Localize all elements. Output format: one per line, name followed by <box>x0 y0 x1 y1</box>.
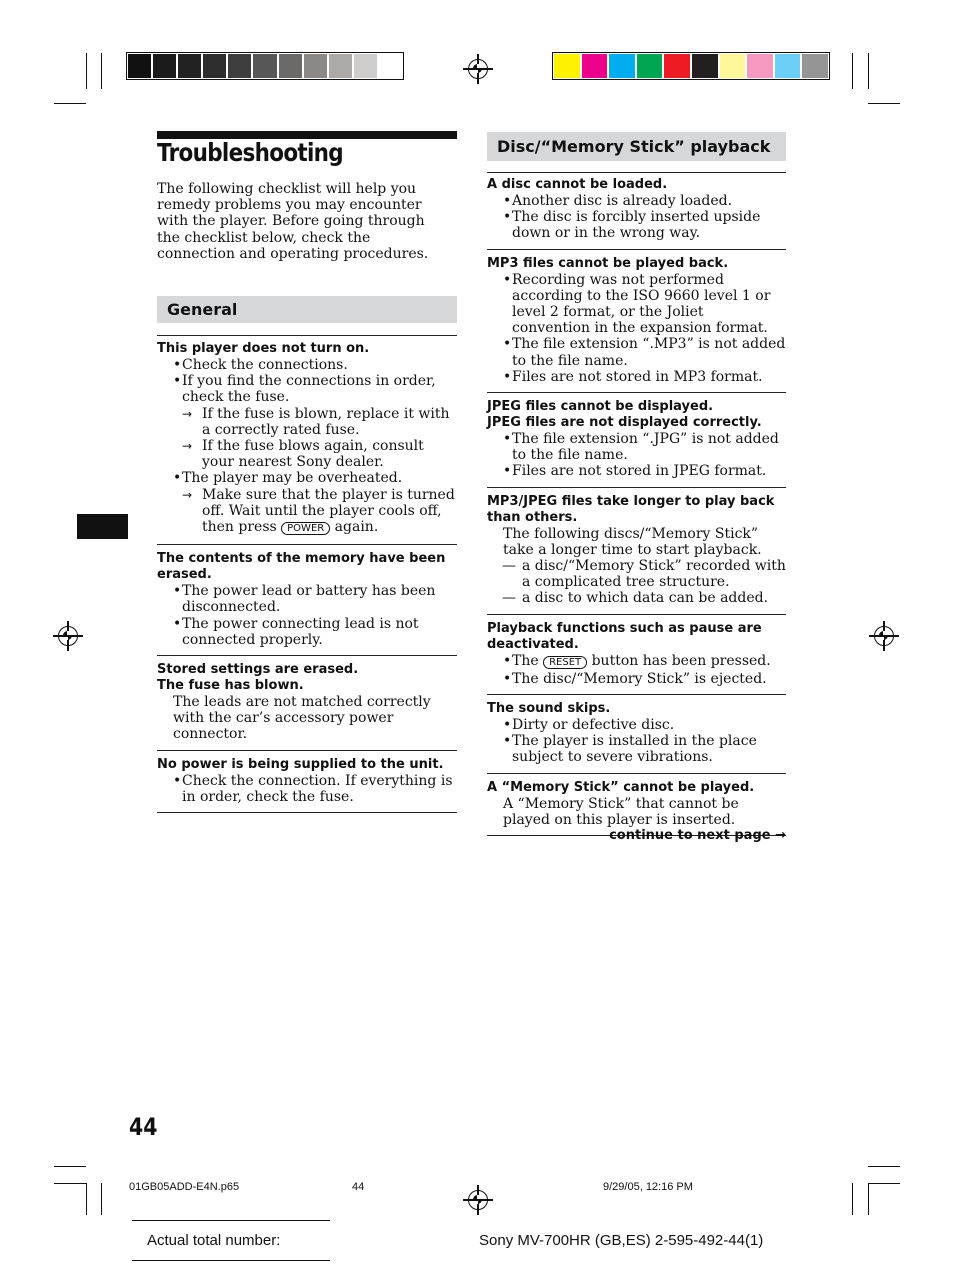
color-swatch <box>582 54 608 78</box>
color-bar <box>552 52 830 80</box>
bullet-item: • The player may be overheated. <box>157 470 457 486</box>
color-swatch <box>178 54 201 78</box>
crop-mark <box>101 1183 102 1215</box>
color-swatch <box>354 54 377 78</box>
bullet-item: • Recording was not performed according to the ISO 9660 level 1 or level 2 format, or the Joliet convention in the expansion format. <box>487 272 786 337</box>
color-swatch <box>379 54 402 78</box>
bullet-item: • The disc is forcibly inserted upside down or in the wrong way. <box>487 209 786 241</box>
troubleshoot-item <box>487 774 786 836</box>
arrow-item: → If the fuse blows again, consult your nearest Sony dealer. <box>157 438 457 470</box>
power-key-label: POWER <box>281 522 330 535</box>
troubleshoot-item <box>157 751 457 813</box>
bullet-item: • The file extension “.JPG” is not added to the file name. <box>487 431 786 463</box>
troubleshoot-item <box>157 545 457 656</box>
troubleshoot-item <box>487 173 786 250</box>
dash-item: — a disc/“Memory Stick” recorded with a complicated tree structure. <box>487 558 786 590</box>
crop-mark <box>852 53 853 89</box>
troubleshoot-item <box>487 393 786 488</box>
crop-mark <box>101 53 102 89</box>
bullet-item: • The power connecting lead is not connected properly. <box>157 616 457 648</box>
crop-mark <box>868 103 900 104</box>
crop-mark <box>54 103 86 104</box>
page-number: 44 <box>129 1113 158 1141</box>
crop-mark <box>868 1183 869 1215</box>
intro-text: The following checklist will help you remedy problems you may encounter with the player. Before going through the checklist below, check the connection and operating procedures. <box>157 181 429 262</box>
bullet-item: • The power lead or battery has been disconnected. <box>157 583 457 615</box>
item-title: MP3 files cannot be played back. <box>487 255 729 271</box>
color-swatch <box>802 54 828 78</box>
troubleshoot-item <box>487 250 786 393</box>
troubleshoot-item <box>487 488 786 615</box>
item-text: The leads are not matched correctly with the car’s accessory power connector. <box>173 694 431 743</box>
bullet-item: • The file extension “.MP3” is not added to the file name. <box>487 336 786 368</box>
item-title: The fuse has blown. <box>157 678 304 694</box>
color-swatch <box>775 54 801 78</box>
color-swatch <box>203 54 226 78</box>
bullet-item: • Another disc is already loaded. <box>487 193 786 209</box>
gray-scale-bar <box>126 52 404 80</box>
registration-mark-icon <box>465 1187 491 1213</box>
item-title: JPEG files cannot be displayed. <box>487 399 714 415</box>
crop-mark <box>868 1166 900 1167</box>
side-tab <box>77 514 128 539</box>
arrow-item: → If the fuse is blown, replace it with a correctly rated fuse. <box>157 406 457 438</box>
item-title: MP3/JPEG files take longer to play back than others. <box>487 493 775 525</box>
crop-mark <box>852 1183 853 1215</box>
disc-heading: Disc/“Memory Stick” playback <box>487 132 786 161</box>
color-swatch <box>228 54 251 78</box>
bullet-item: • If you find the connections in order, check the fuse. <box>157 373 457 405</box>
arrow-text: Make sure that the player is turned off. Wait until the player cools off, then press <box>202 486 455 536</box>
footer-rule <box>132 1260 330 1261</box>
crop-mark <box>54 1183 86 1184</box>
bullet-item <box>487 653 786 671</box>
item-title: Stored settings are erased. <box>157 662 359 678</box>
bullet-item: • Check the connection. If everything is in order, check the fuse. <box>157 773 457 805</box>
bullet-item: • Check the connections. <box>157 357 457 373</box>
footer-page: 44 <box>352 1181 365 1193</box>
troubleshoot-item <box>487 695 786 774</box>
color-swatch <box>609 54 635 78</box>
color-swatch <box>128 54 151 78</box>
item-title: The sound skips. <box>487 701 611 717</box>
item-text: The following discs/“Memory Stick” take a longer time to start playback. <box>503 525 762 558</box>
footer-rule <box>132 1220 330 1221</box>
crop-mark <box>86 53 87 89</box>
item-title: JPEG files are not displayed correctly. <box>487 415 762 431</box>
reset-key-label: RESET <box>543 656 587 669</box>
color-swatch <box>304 54 327 78</box>
registration-mark-icon <box>465 56 491 82</box>
bullet-text: button has been pressed. <box>591 652 771 669</box>
disc-section <box>487 172 786 836</box>
dash-item: — a disc to which data can be added. <box>487 590 786 606</box>
color-swatch <box>153 54 176 78</box>
footer-actual-total: Actual total number: <box>147 1232 281 1249</box>
bullet-item: • The player is installed in the place subject to severe vibrations. <box>487 733 786 765</box>
item-title: The contents of the memory have been erased. <box>157 551 446 583</box>
general-section <box>157 335 457 813</box>
general-heading: General <box>157 296 457 323</box>
footer-model: Sony MV-700HR (GB,ES) 2-595-492-44(1) <box>479 1232 764 1249</box>
item-title: Playback functions such as pause are deactivated. <box>487 620 762 652</box>
color-swatch <box>720 54 746 78</box>
item-title: This player does not turn on. <box>157 341 370 356</box>
troubleshoot-item <box>487 615 786 695</box>
bullet-text: The <box>512 652 539 669</box>
item-title: A disc cannot be loaded. <box>487 177 668 192</box>
color-swatch <box>747 54 773 78</box>
item-text: A “Memory Stick” that cannot be played on this player is inserted. <box>503 795 739 828</box>
troubleshoot-item <box>157 336 457 545</box>
page-title: Troubleshooting <box>157 138 344 167</box>
crop-mark <box>86 1183 87 1215</box>
bullet-item: • Dirty or defective disc. <box>487 717 786 733</box>
footer-datetime: 9/29/05, 12:16 PM <box>603 1181 693 1193</box>
color-swatch <box>253 54 276 78</box>
registration-mark-icon <box>871 623 897 649</box>
item-title: No power is being supplied to the unit. <box>157 756 444 772</box>
arrow-text: again. <box>334 519 379 536</box>
registration-mark-icon <box>55 623 81 649</box>
color-swatch <box>637 54 663 78</box>
color-swatch <box>329 54 352 78</box>
color-swatch <box>279 54 302 78</box>
bullet-item: • Files are not stored in JPEG format. <box>487 463 786 479</box>
crop-mark <box>54 1166 86 1167</box>
bullet-item: • Files are not stored in MP3 format. <box>487 369 786 385</box>
color-swatch <box>664 54 690 78</box>
footer-filename: 01GB05ADD-E4N.p65 <box>129 1181 240 1193</box>
bullet-item: • The disc/“Memory Stick” is ejected. <box>487 671 786 687</box>
color-swatch <box>692 54 718 78</box>
arrow-item <box>157 487 457 538</box>
crop-mark <box>868 53 869 89</box>
crop-mark <box>868 1183 900 1184</box>
troubleshoot-item <box>157 656 457 751</box>
color-swatch <box>554 54 580 78</box>
continue-label: continue to next page → <box>609 828 786 843</box>
item-title: A “Memory Stick” cannot be played. <box>487 779 755 795</box>
